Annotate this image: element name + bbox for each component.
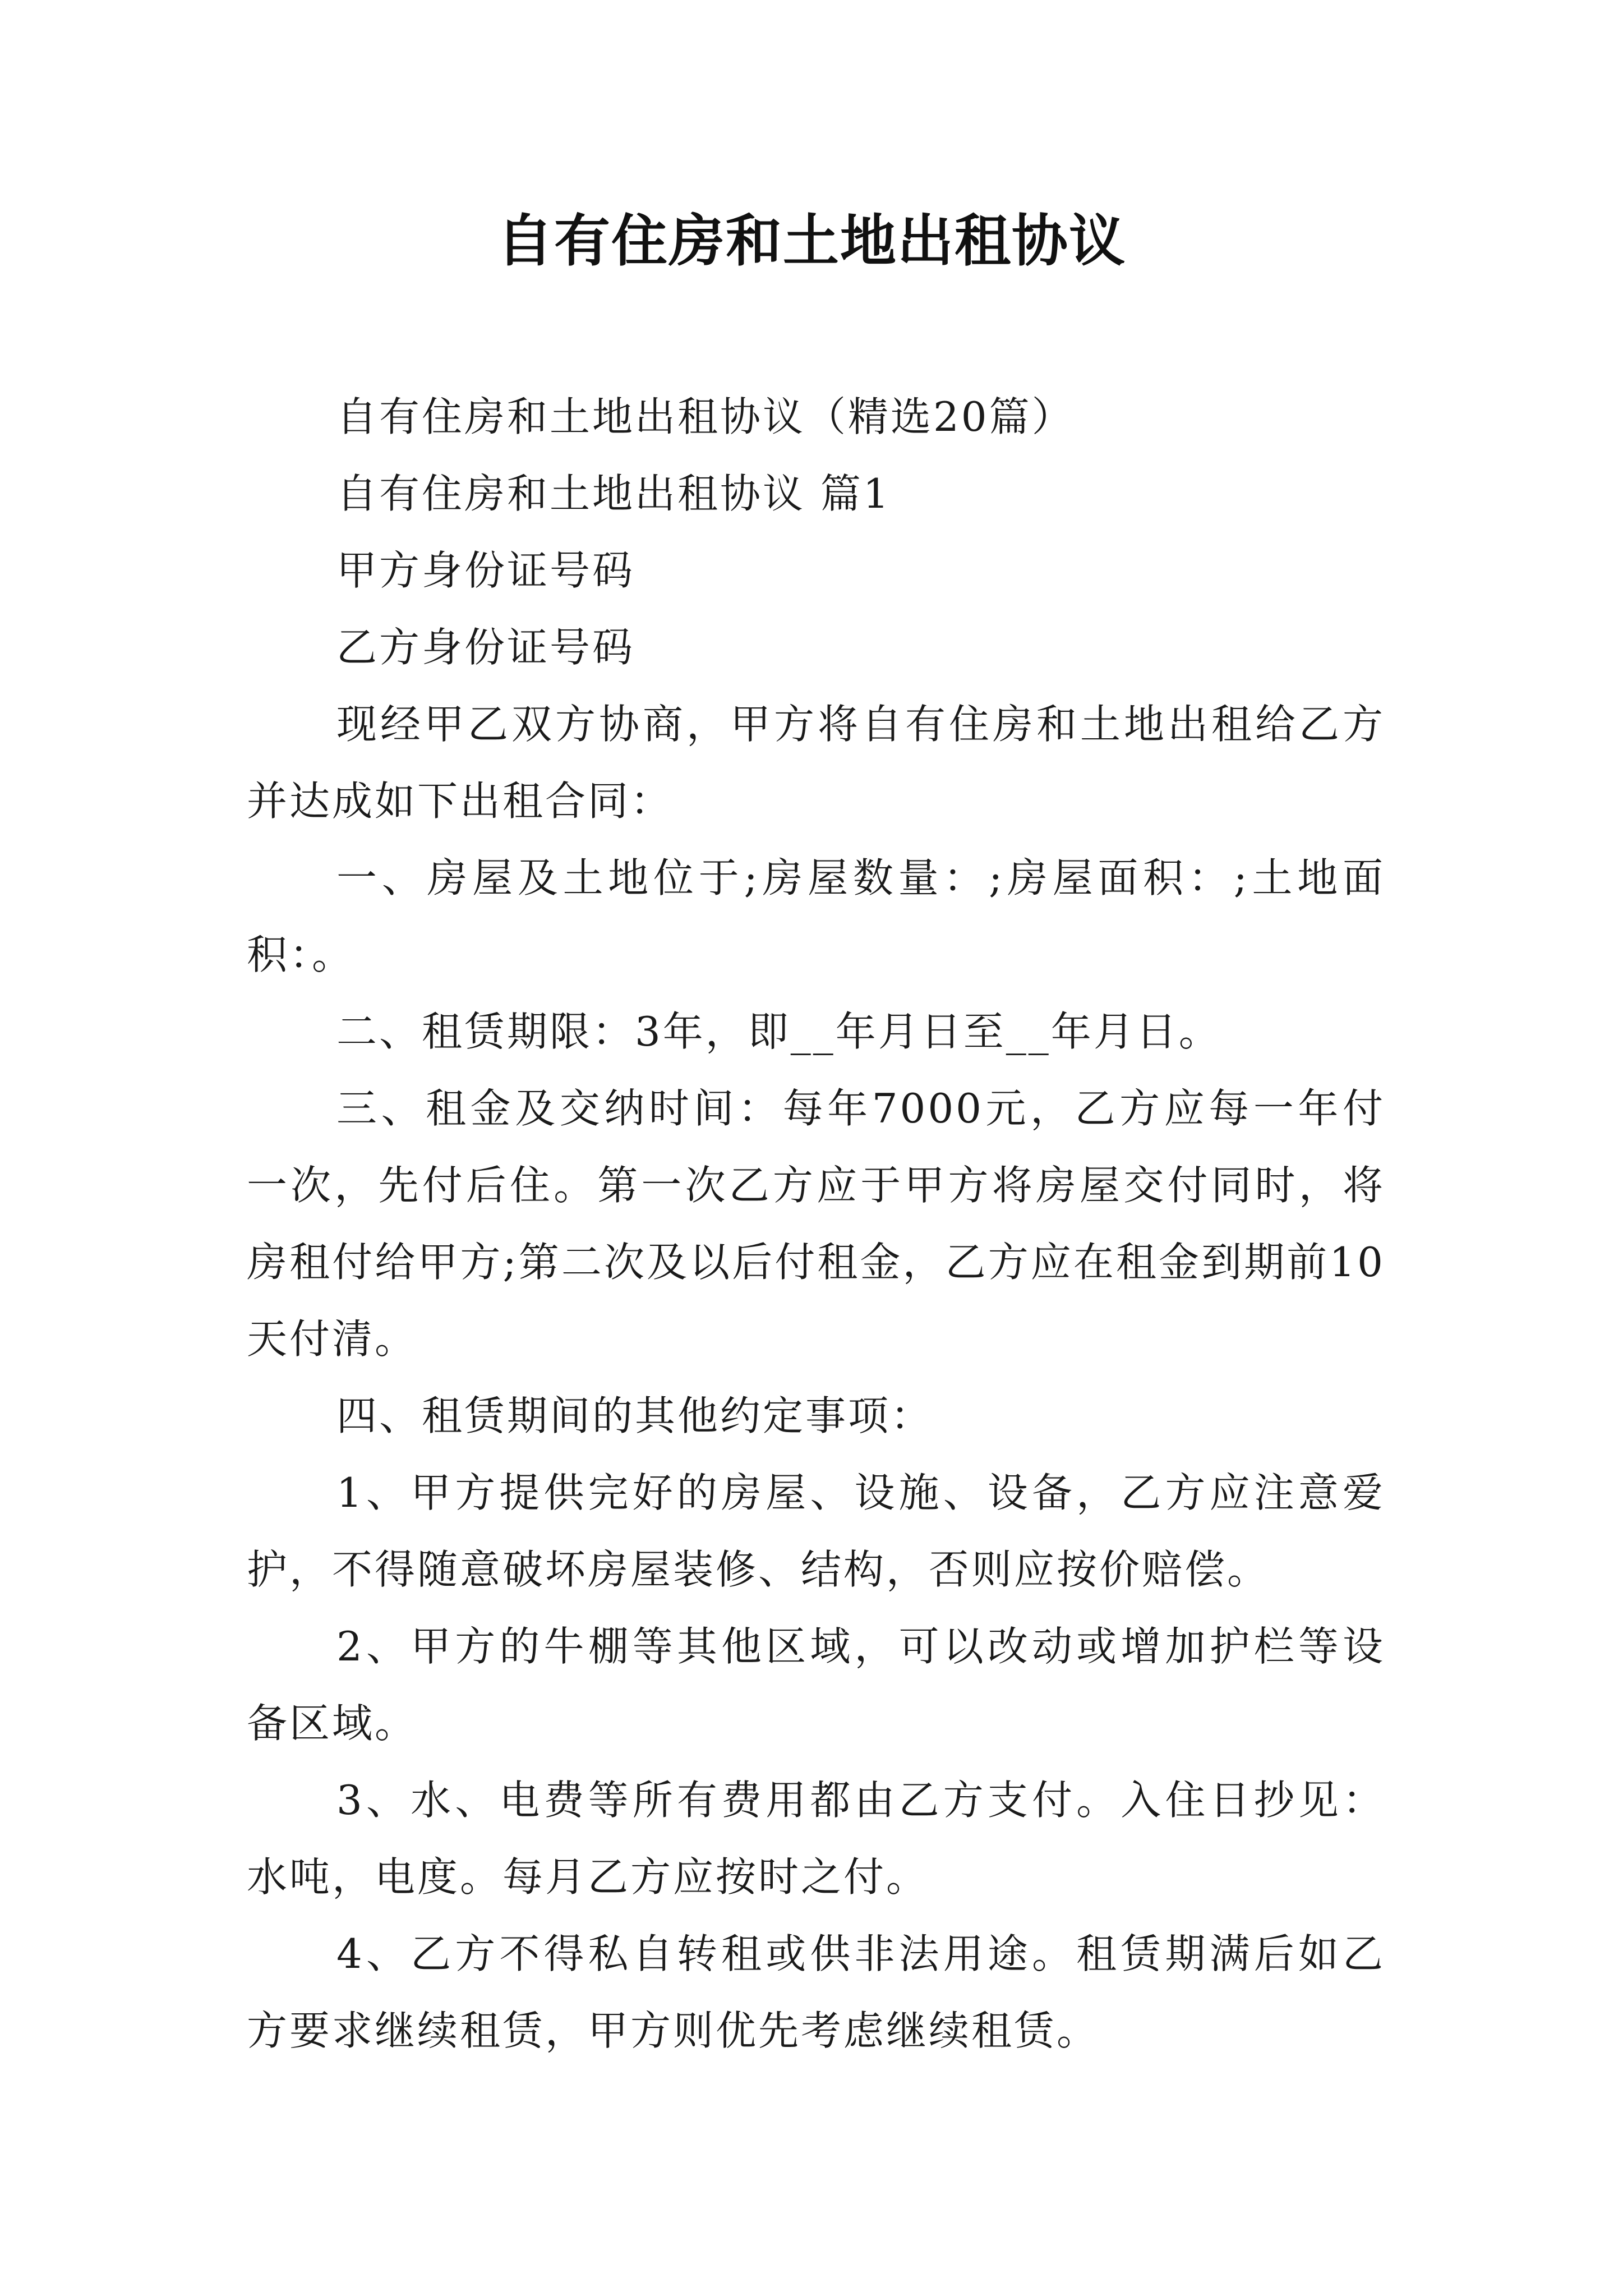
paragraph-clause-1: 一、房屋及土地位于;房屋数量：;房屋面积：;土地面积：。 [247, 854, 1385, 978]
paragraph-item-2: 2、甲方的牛棚等其他区域，可以改动或增加护栏等设备区域。 [247, 1623, 1385, 1747]
paragraph-clause-3: 三、租金及交纳时间：每年7000元，乙方应每一年付一次，先付后住。第一次乙方应于甲方将房屋交付同时，将房租付给甲方;第二次及以后付租金，乙方应在租金到期前10天付清。 [247, 1085, 1385, 1363]
paragraph-item-1: 1、甲方提供完好的房屋、设施、设备，乙方应注意爱护，不得随意破坏房屋装修、结构，否则应按价赔偿。 [247, 1469, 1385, 1593]
paragraph-item-3: 3、水、电费等所有费用都由乙方支付。入住日抄见：水吨，电度。每月乙方应按时之付。 [247, 1777, 1385, 1901]
paragraph-clause-2: 二、租赁期限：3年，即__年月日至__年月日。 [336, 1008, 1221, 1055]
document-title: 自有住房和土地出租协议 [497, 208, 1126, 274]
paragraph-item-4: 4、乙方不得私自转租或供非法用途。租赁期满后如乙方要求继续租赁，甲方则优先考虑继续租赁。 [247, 1930, 1385, 2054]
paragraph-intro: 现经甲乙双方协商，甲方将自有住房和土地出租给乙方并达成如下出租合同： [247, 701, 1385, 825]
paragraph-party-b-id: 乙方身份证号码 [336, 624, 635, 671]
document-body [247, 379, 1385, 2069]
paragraph-subtitle: 自有住房和土地出租协议（精选20篇） [336, 393, 1075, 440]
paragraph-section-heading: 自有住房和土地出租协议 篇1 [336, 470, 891, 517]
paragraph-clause-4: 四、租赁期间的其他约定事项： [336, 1392, 934, 1439]
paragraph-party-a-id: 甲方身份证号码 [336, 547, 635, 594]
